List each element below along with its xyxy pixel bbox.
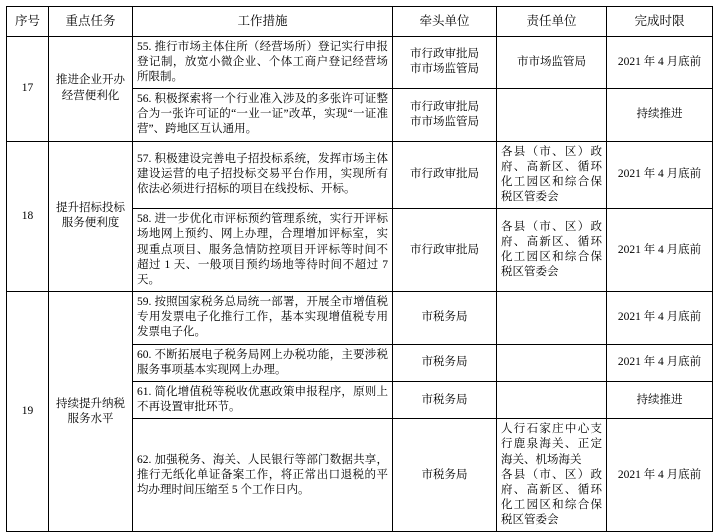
cell-measure: 57. 积极建设完善电子招投标系统，发挥市场主体建设运营的电子招投标交易平台作用，实现所有依法必须进行招标的项目在线投标、开标。 bbox=[133, 141, 393, 209]
cell-measure: 62. 加强税务、海关、人民银行等部门数据共享，推行无纸化单证备案工作，将正常出口退税的平均办理时间压缩至 5 个工作日内。 bbox=[133, 419, 393, 532]
cell-task: 推进企业开办经营便利化 bbox=[49, 36, 133, 141]
cell-lead: 市税务局 bbox=[393, 292, 497, 345]
cell-measure: 55. 推行市场主体住所（经营场所）登记实行申报登记制，放宽小微企业、个体工商户登记经营场所限制。 bbox=[133, 36, 393, 89]
cell-lead: 市行政审批局 bbox=[393, 209, 497, 292]
cell-resp: 人行石家庄中心支行鹿泉海关、正定海关、机场海关 各县（市、区）政府、高新区、循环化工园区和综合保税区管委会 bbox=[497, 419, 607, 532]
cell-deadline: 2021 年 4 月底前 bbox=[607, 209, 713, 292]
task-table bbox=[6, 6, 713, 532]
cell-deadline: 持续推进 bbox=[607, 381, 713, 418]
table-row bbox=[7, 36, 713, 89]
column-header-no: 序号 bbox=[7, 7, 49, 37]
cell-resp: 市市场监管局 bbox=[497, 36, 607, 89]
cell-lead: 市税务局 bbox=[393, 381, 497, 418]
cell-resp bbox=[497, 89, 607, 142]
cell-measure: 60. 不断拓展电子税务局网上办税功能，主要涉税服务事项基本实现网上办理。 bbox=[133, 344, 393, 381]
table-header-row bbox=[7, 7, 713, 37]
table-row bbox=[7, 292, 713, 345]
cell-resp bbox=[497, 381, 607, 418]
column-header-measure: 工作措施 bbox=[133, 7, 393, 37]
cell-measure: 61. 简化增值税等税收优惠政策申报程序，原则上不再设置审批环节。 bbox=[133, 381, 393, 418]
cell-resp: 各县（市、区）政府、高新区、循环化工园区和综合保税区管委会 bbox=[497, 209, 607, 292]
cell-task: 提升招标投标服务便利度 bbox=[49, 141, 133, 292]
cell-task: 持续提升纳税服务水平 bbox=[49, 292, 133, 532]
cell-deadline: 2021 年 4 月底前 bbox=[607, 36, 713, 89]
cell-measure: 58. 进一步优化市评标预约管理系统，实行开评标场地网上预约、网上办理，合理增加评标室，实现重点项目、服务急情防控项目开评标等时间不超过 1 天、一般项目预约场地等待时间不超过 7 天。 bbox=[133, 209, 393, 292]
table-row bbox=[7, 141, 713, 209]
cell-deadline: 2021 年 4 月底前 bbox=[607, 419, 713, 532]
cell-resp bbox=[497, 344, 607, 381]
column-header-task: 重点任务 bbox=[49, 7, 133, 37]
cell-measure: 59. 按照国家税务总局统一部署，开展全市增值税专用发票电子化推行工作，基本实现增值税专用发票电子化。 bbox=[133, 292, 393, 345]
cell-measure: 56. 积极探索将一个行业准入涉及的多张许可证整合为一张许可证的“一业一证”改革，实现“一证准营”、跨地区互认通用。 bbox=[133, 89, 393, 142]
cell-lead: 市行政审批局 bbox=[393, 141, 497, 209]
cell-lead: 市税务局 bbox=[393, 344, 497, 381]
cell-lead: 市行政审批局 市市场监管局 bbox=[393, 89, 497, 142]
cell-lead: 市行政审批局 市市场监管局 bbox=[393, 36, 497, 89]
cell-resp: 各县（市、区）政府、高新区、循环化工园区和综合保税区管委会 bbox=[497, 141, 607, 209]
cell-deadline: 持续推进 bbox=[607, 89, 713, 142]
cell-lead: 市税务局 bbox=[393, 419, 497, 532]
column-header-resp: 责任单位 bbox=[497, 7, 607, 37]
cell-no: 19 bbox=[7, 292, 49, 532]
cell-deadline: 2021 年 4 月底前 bbox=[607, 141, 713, 209]
cell-no: 17 bbox=[7, 36, 49, 141]
cell-deadline: 2021 年 4 月底前 bbox=[607, 292, 713, 345]
cell-deadline: 2021 年 4 月底前 bbox=[607, 344, 713, 381]
cell-resp bbox=[497, 292, 607, 345]
cell-no: 18 bbox=[7, 141, 49, 292]
column-header-lead: 牵头单位 bbox=[393, 7, 497, 37]
column-header-deadline: 完成时限 bbox=[607, 7, 713, 37]
